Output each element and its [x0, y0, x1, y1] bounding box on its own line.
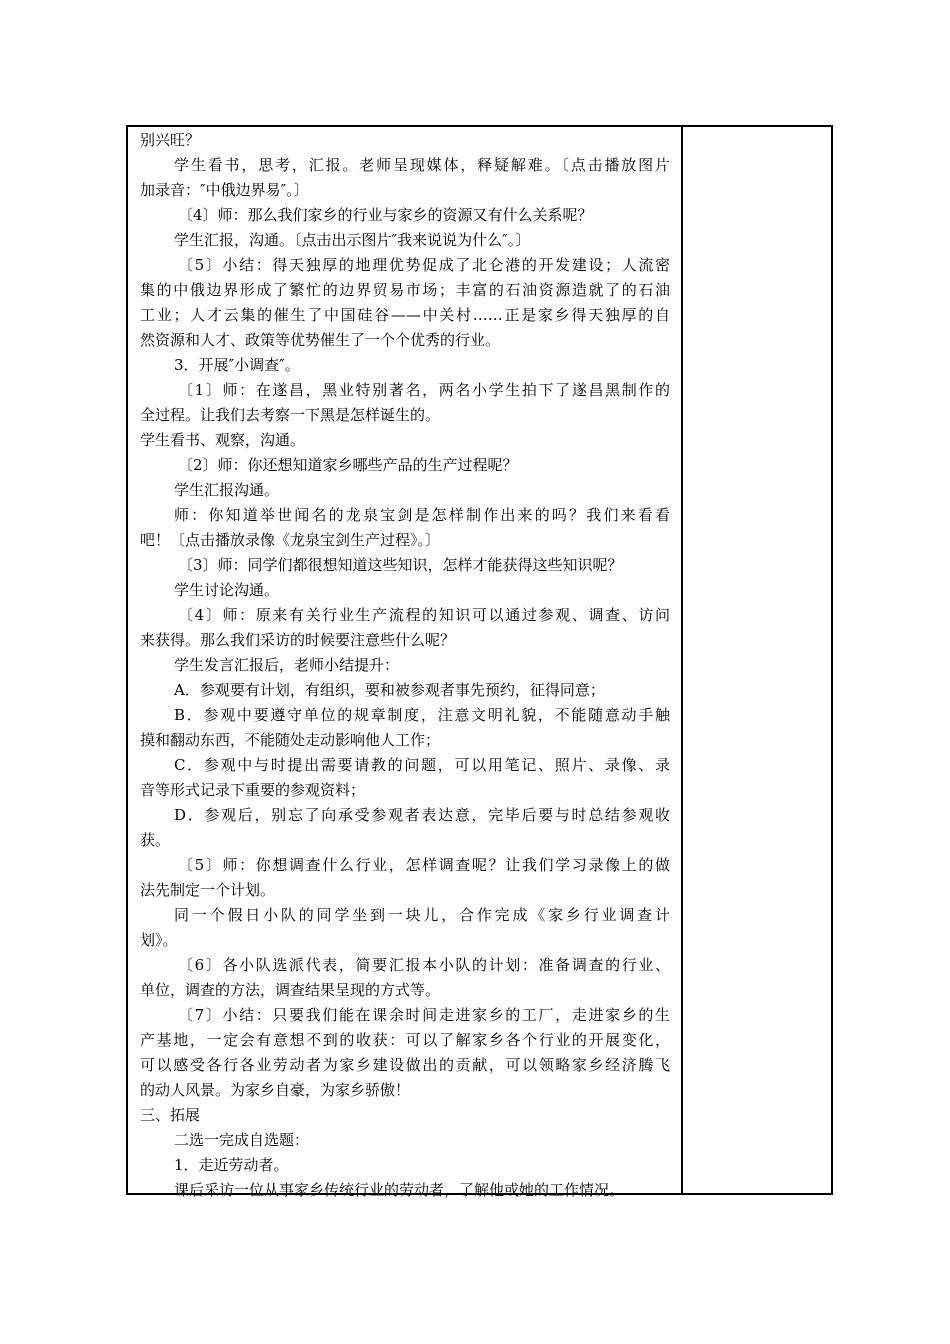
text-line: 划》。 [140, 931, 178, 949]
text-line: 单位，调查的方法，调查结果呈现的方式等。 [140, 981, 441, 999]
text-line: 全过程。让我们去考察一下黑是怎样诞生的。 [140, 406, 441, 424]
lesson-content-cell [140, 128, 670, 1203]
text-line: 〔5〕小结：得天独厚的地理优势促成了北仑港的开发建设；人流密 [178, 256, 670, 274]
text-line: A．参观要有计划，有组织，要和被参观者事先预约，征得同意； [174, 681, 605, 699]
text-line: 学生讨论沟通。 [174, 581, 280, 599]
text-line: 〔5〕师：你想调查什么行业，怎样调查呢？让我们学习录像上的做 [178, 856, 670, 874]
text-line: 工业；人才云集的催生了中国硅谷——中关村……正是家乡得天独厚的自 [140, 306, 670, 324]
text-line: 学生看书、观察，沟通。 [140, 431, 306, 449]
text-line: 来获得。那么我们采访的时候要注意些什么呢？ [140, 631, 456, 649]
text-line: 〔6〕各小队选派代表，简要汇报本小队的计划：准备调查的行业、 [178, 956, 670, 974]
text-line: 〔7〕小结：只要我们能在课余时间走进家乡的工厂，走进家乡的生 [178, 1006, 670, 1024]
text-line: 加录音：″中俄边界易″。〕 [140, 181, 309, 199]
text-line: C．参观中与时提出需要请教的问题，可以用笔记、照片、录像、录 [174, 756, 670, 774]
text-line: 〔2〕师：你还想知道家乡哪些产品的生产过程呢？ [178, 456, 518, 474]
text-line: 学生汇报，沟通。〔点击出示图片″我来说说为什么″。〕 [174, 231, 531, 249]
text-line: 〔1〕师：在遂昌，黑业特别著名，两名小学生拍下了遂昌黑制作的 [178, 381, 670, 399]
text-line: 可以感受各行各业劳动者为家乡建设做出的贡献，可以领略家乡经济腾飞 [140, 1056, 670, 1074]
text-line: 3．开展″小调查″。 [174, 356, 300, 374]
text-line: 1．走近劳动者。 [174, 1156, 289, 1174]
text-line: 〔4〕师：那么我们家乡的行业与家乡的资源又有什么关系呢？ [178, 206, 593, 224]
text-line: 法先制定一个计划。 [140, 881, 276, 899]
text-line: 吧！〔点击播放录像《龙泉宝剑生产过程》。〕 [140, 531, 441, 549]
notes-cell [683, 127, 831, 1193]
text-line: 师：你知道举世闻名的龙泉宝剑是怎样制作出来的吗？我们来看看 [174, 506, 670, 524]
text-line: 获。 [140, 831, 171, 849]
text-line: 学生发言汇报后，老师小结提升： [174, 656, 400, 674]
text-line: 别兴旺？ [140, 131, 201, 149]
text-line: 摸和翻动东西，不能随处走动影响他人工作； [140, 731, 441, 749]
text-line: D．参观后，别忘了向承受参观者表达意，完毕后要与时总结参观收 [174, 806, 670, 824]
text-line: 的动人风景。为家乡自豪，为家乡骄傲！ [140, 1081, 411, 1099]
text-line: 学生汇报沟通。 [174, 481, 280, 499]
text-line: 产基地，一定会有意想不到的收获：可以了解家乡各个行业的开展变化， [140, 1031, 670, 1049]
text-line: 集的中俄边界形成了繁忙的边界贸易市场；丰富的石油资源造就了的石油 [140, 281, 670, 299]
text-line: 同一个假日小队的同学坐到一块儿，合作完成《家乡行业调查计 [174, 906, 670, 924]
text-line: 音等形式记录下重要的参观资料； [140, 781, 366, 799]
text-line: B．参观中要遵守单位的规章制度，注意文明礼貌，不能随意动手触 [174, 706, 670, 724]
text-line: 三、拓展 [140, 1106, 201, 1124]
text-line: 〔4〕师：原来有关行业生产流程的知识可以通过参观、调查、访问 [178, 606, 670, 624]
lesson-table [126, 125, 833, 1199]
text-line: 然资源和人才、政策等优势催生了一个个优秀的行业。 [140, 331, 501, 349]
text-line: 学生看书，思考，汇报。老师呈现媒体，释疑解难。〔点击播放图片 [174, 156, 670, 174]
text-line: 〔3〕师：同学们都很想知道这些知识，怎样才能获得这些知识呢？ [178, 556, 623, 574]
text-line: 二选一完成自选题： [174, 1131, 310, 1149]
text-line: 课后采访一位从事家乡传统行业的劳动者，了解他或她的工作情况。 [174, 1181, 625, 1199]
